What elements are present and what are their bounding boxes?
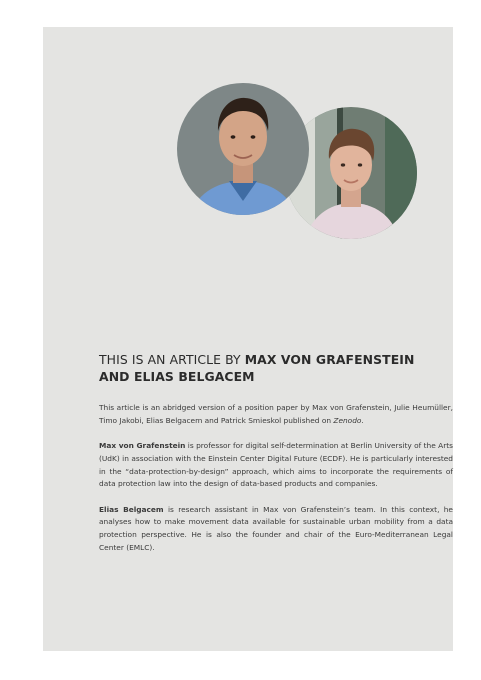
portrait-max-von-grafenstein	[177, 83, 309, 215]
bio-max-text: is professor for digital self-determination at Berlin University of the Arts (UdK) in association with the Einstein Center Digital Future (ECDF). He is particularly interested in the “data-protection-by-design” approach, which aims to incorporate the requirements of data protection law into the design of data-based products and companies.	[99, 441, 454, 489]
article-body	[99, 402, 453, 567]
heading-author-names: MAX VON GRAFENSTEIN AND ELIAS BELGACEM	[99, 352, 415, 384]
bio-max-name: Max von Grafenstein	[99, 441, 186, 451]
bio-elias-text: is research assistant in Max von Grafenstein’s team. In this context, he analyses how to make movement data available for sustainable urban mobility from a data protection perspective. He is also the founder and chair of the Euro-Mediterranean Legal Center (EMLC).	[99, 504, 453, 552]
bio-max-paragraph	[99, 440, 453, 491]
heading-prefix: THIS IS AN ARTICLE BY	[99, 352, 245, 367]
intro-text: This article is an abridged version of a position paper by Max von Grafenstein, Julie Heumüller, Timo Jakobi, Elias Belgacem and Patrick Smieskol published on	[99, 403, 453, 425]
bio-elias-paragraph	[99, 504, 453, 555]
bio-elias-name: Elias Belgacem	[99, 504, 164, 514]
intro-paragraph	[99, 402, 453, 427]
intro-source: Zenodo	[333, 415, 362, 425]
article-heading	[99, 351, 419, 385]
article-panel	[43, 27, 453, 651]
intro-end: .	[361, 415, 364, 425]
